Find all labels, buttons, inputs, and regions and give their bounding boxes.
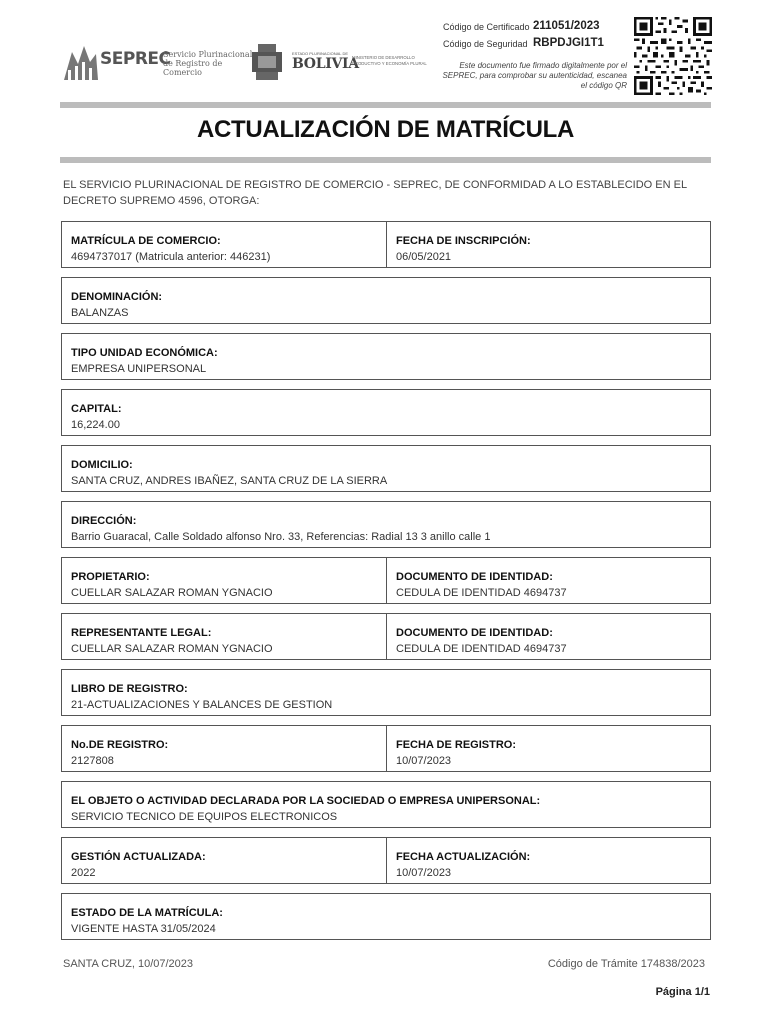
title-divider (60, 157, 711, 163)
bolivia-name: BOLIVIA (292, 56, 359, 72)
header-divider (60, 102, 711, 108)
estado-box (61, 893, 711, 940)
page-number: Página 1/1 (655, 986, 710, 998)
objeto-box (61, 781, 711, 828)
direccion-cell (62, 502, 710, 547)
document-header (0, 0, 768, 110)
propietario-value: CUELLAR SALAZAR ROMAN YGNACIO (71, 587, 273, 599)
seprec-brand: SEPREC (100, 49, 171, 69)
objeto-cell (62, 782, 710, 827)
doc-representante-cell (387, 614, 710, 659)
matricula-box (61, 221, 711, 268)
direccion-label: DIRECCIÓN: (71, 515, 137, 527)
direccion-box (61, 501, 711, 548)
fecha-registro-label: FECHA DE REGISTRO: (396, 739, 516, 751)
intro-text: EL SERVICIO PLURINACIONAL DE REGISTRO DE COMERCIO - SEPREC, DE CONFORMIDAD A LO ESTABLECIDO EN EL DECRETO SUPREMO 4596, OTORGA: (63, 179, 687, 207)
tipo-unidad-cell (62, 334, 710, 379)
libro-label: LIBRO DE REGISTRO: (71, 683, 188, 695)
nro-registro-label: No.DE REGISTRO: (71, 739, 169, 751)
fecha-inscripcion-cell (387, 222, 710, 267)
fecha-inscripcion-value: 06/05/2021 (396, 251, 452, 263)
place-date: SANTA CRUZ, 10/07/2023 (63, 958, 194, 970)
registro-box (61, 725, 711, 772)
nro-registro-value: 2127808 (71, 755, 114, 767)
capital-cell (62, 390, 710, 435)
doc-representante-label: DOCUMENTO DE IDENTIDAD: (396, 627, 553, 639)
nro-registro-cell (62, 726, 387, 771)
doc-representante-value: CEDULA DE IDENTIDAD 4694737 (396, 643, 567, 655)
fecha-inscripcion-label: FECHA DE INSCRIPCIÓN: (396, 235, 531, 247)
bolivia-logo (248, 42, 438, 82)
seprec-subtitle: Servicio Plurinacional de Registro de Comercio (163, 50, 253, 77)
digital-signature-note: Este documento fue firmado digitalmente por el SEPREC, para comprobar su autenticidad, escanea el código QR (442, 61, 627, 90)
doc-propietario-label: DOCUMENTO DE IDENTIDAD: (396, 571, 553, 583)
tipo-unidad-box (61, 333, 711, 380)
fecha-actualizacion-cell (387, 838, 710, 883)
page-title: ACTUALIZACIÓN DE MATRÍCULA (196, 116, 575, 143)
tipo-unidad-label: TIPO UNIDAD ECONÓMICA: (71, 347, 218, 359)
bolivia-ministry: MINISTERIO DE DESARROLLO PRODUCTIVO Y ECONOMÍA PLURAL (352, 55, 427, 66)
security-code-value: RBPDJGI1T1 (533, 37, 604, 49)
matricula-value: 4694737017 (Matricula anterior: 446231) (71, 251, 271, 263)
denominacion-label: DENOMINACIÓN: (71, 291, 163, 303)
gestion-label: GESTIÓN ACTUALIZADA: (71, 851, 206, 863)
gestion-box (61, 837, 711, 884)
fecha-registro-cell (387, 726, 710, 771)
capital-value: 16,224.00 (71, 419, 120, 431)
denominacion-value: BALANZAS (71, 307, 129, 319)
representante-box (61, 613, 711, 660)
doc-propietario-value: CEDULA DE IDENTIDAD 4694737 (396, 587, 567, 599)
representante-cell (62, 614, 387, 659)
security-code-label: Código de Seguridad (443, 39, 528, 49)
propietario-box (61, 557, 711, 604)
estado-cell (62, 894, 710, 939)
libro-value: 21-ACTUALIZACIONES Y BALANCES DE GESTION (71, 699, 333, 711)
representante-label: REPRESENTANTE LEGAL: (71, 627, 212, 639)
seprec-emblem-icon (60, 40, 100, 84)
cert-code-row (440, 20, 630, 37)
security-code-row (440, 37, 630, 54)
tramite-code: Código de Trámite 174838/2023 (547, 958, 705, 970)
seprec-logo (60, 40, 253, 84)
cert-code-value: 211051/2023 (533, 20, 600, 32)
fecha-actualizacion-label: FECHA ACTUALIZACIÓN: (396, 851, 531, 863)
certificate-codes (440, 20, 630, 54)
estado-value: VIGENTE HASTA 31/05/2024 (71, 923, 216, 935)
propietario-cell (62, 558, 387, 603)
denominacion-box (61, 277, 711, 324)
domicilio-value: SANTA CRUZ, ANDRES IBAÑEZ, SANTA CRUZ DE LA SIERRA (71, 475, 388, 487)
qr-code-icon[interactable] (634, 16, 712, 96)
fecha-actualizacion-value: 10/07/2023 (396, 867, 452, 879)
tipo-unidad-value: EMPRESA UNIPERSONAL (71, 363, 207, 375)
libro-box (61, 669, 711, 716)
domicilio-label: DOMICILIO: (71, 459, 133, 471)
denominacion-cell (62, 278, 710, 323)
libro-cell (62, 670, 710, 715)
estado-label: ESTADO DE LA MATRÍCULA: (71, 907, 223, 919)
objeto-value: SERVICIO TECNICO DE EQUIPOS ELECTRONICOS (71, 811, 338, 823)
doc-propietario-cell (387, 558, 710, 603)
fecha-registro-value: 10/07/2023 (396, 755, 452, 767)
propietario-label: PROPIETARIO: (71, 571, 150, 583)
capital-box (61, 389, 711, 436)
objeto-label: EL OBJETO O ACTIVIDAD DECLARADA POR LA SOCIEDAD O EMPRESA UNIPERSONAL: (71, 795, 541, 807)
domicilio-cell (62, 446, 710, 491)
cert-code-label: Código de Certificado (443, 22, 530, 32)
representante-value: CUELLAR SALAZAR ROMAN YGNACIO (71, 643, 273, 655)
domicilio-box (61, 445, 711, 492)
capital-label: CAPITAL: (71, 403, 122, 415)
bolivia-state-label: ESTADO PLURINACIONAL DE (292, 51, 349, 56)
direccion-value: Barrio Guaracal, Calle Soldado alfonso Nro. 33, Referencias: Radial 13 3 anillo calle 1 (71, 531, 491, 543)
gestion-value: 2022 (71, 867, 96, 879)
gestion-cell (62, 838, 387, 883)
matricula-cell (62, 222, 387, 267)
matricula-label: MATRÍCULA DE COMERCIO: (71, 235, 221, 247)
bolivia-emblem-icon (248, 42, 286, 82)
